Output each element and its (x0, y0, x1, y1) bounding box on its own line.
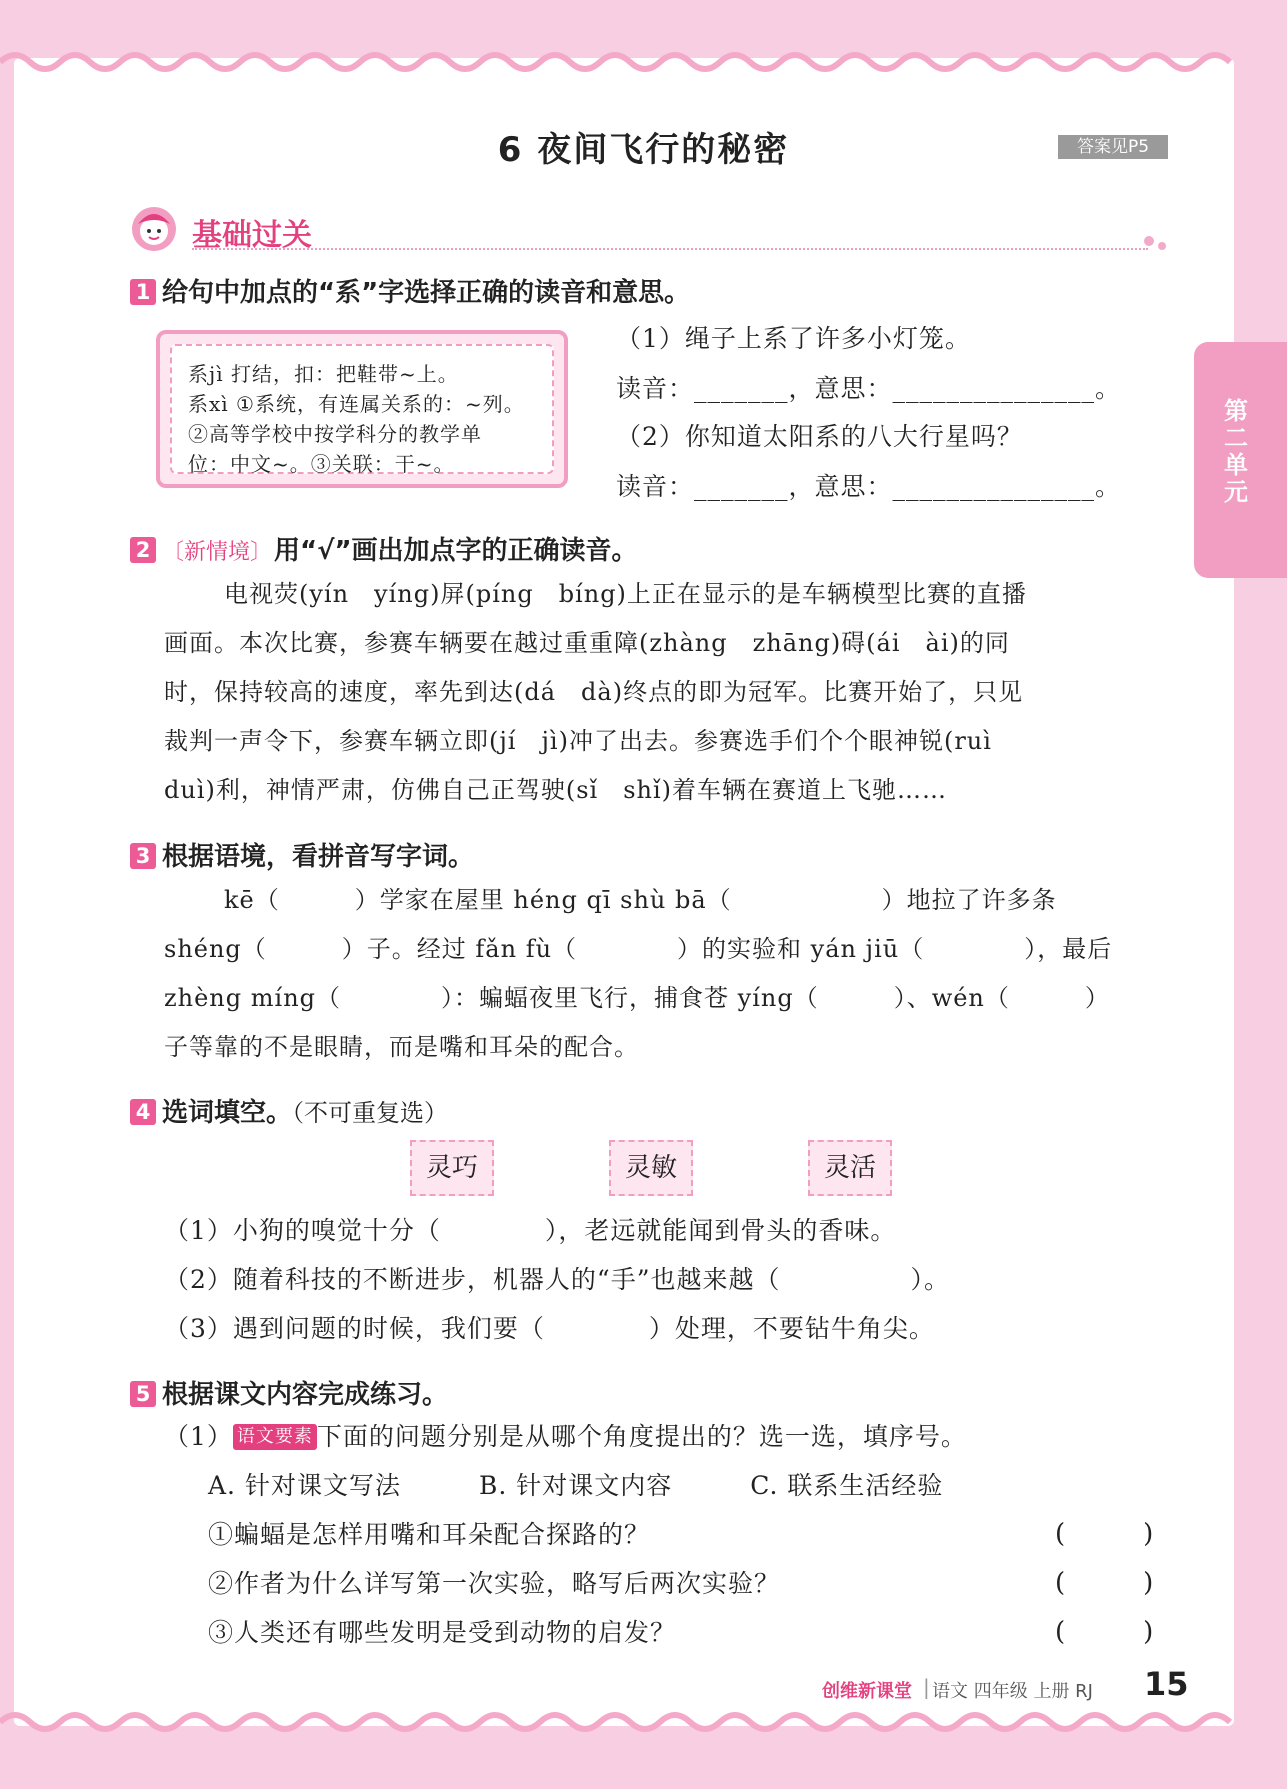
question-prompt: 根据课文内容完成练习。 (162, 1380, 449, 1410)
question-prompt: 根据语境，看拼音写字词。 (162, 842, 475, 872)
q4-item[interactable]: （2）随着科技的不断进步，机器人的“手”也越来越（ ）。 (164, 1265, 950, 1294)
dictionary-line: ②高等学校中按学科分的教学单 (188, 422, 482, 446)
question-4-heading (130, 1092, 448, 1129)
question-number: 3 (130, 843, 156, 869)
q1-sentence-1: （1）绳子上系了许多小灯笼。 (616, 324, 971, 353)
footer-book-info: 语文 四年级 上册 RJ (932, 1681, 1093, 1702)
question-number: 5 (130, 1381, 156, 1407)
q5-sub-prefix: （1） (164, 1422, 233, 1451)
q2-passage-line: 电视荧(yín yíng)屏(píng bíng)上正在显示的是车辆模型比赛的直播 (224, 580, 1027, 608)
q3-line[interactable]: shéng（ ）子。经过 fǎn fù（ ）的实验和 yán jiū（ ），最后 (164, 935, 1113, 963)
decor-dot (1144, 236, 1154, 246)
q5-sub-prompt: 下面的问题分别是从哪个角度提出的？选一选，填序号。 (316, 1422, 967, 1451)
q4-item[interactable]: （3）遇到问题的时候，我们要（ ）处理，不要钻牛角尖。 (164, 1314, 935, 1343)
word-choice-chip[interactable]: 灵活 (808, 1140, 892, 1196)
q3-line[interactable]: kē（ ）学家在屋里 héng qī shù bā（ ）地拉了许多条 (224, 886, 1057, 914)
q2-passage-line: 画面。本次比赛，参赛车辆要在越过重重障(zhàng zhāng)碍(ái ài)的同 (164, 629, 1010, 657)
question-1-heading (130, 272, 690, 309)
language-element-tag: 语文要素 (233, 1424, 317, 1450)
q5-answer-blank[interactable]: ( ) (1055, 1568, 1154, 1598)
question-3-heading (130, 836, 474, 873)
q5-options: A. 针对课文写法 B. 针对课文内容 C. 联系生活经验 (208, 1471, 944, 1500)
girl-mascot-icon (128, 204, 182, 254)
question-5-heading (130, 1374, 448, 1411)
dotted-divider (192, 248, 1148, 250)
dictionary-line: 系xì ①系统，有连属关系的：~列。 (188, 392, 525, 416)
question-prompt: 选词填空。 (162, 1098, 293, 1128)
q3-line[interactable]: zhèng míng（ ）：蝙蝠夜里飞行，捕食苍 yíng（ ）、wén（ ） (164, 984, 1110, 1012)
unit-side-tab (1194, 342, 1287, 578)
q1-answer-2[interactable]: 读音：_______，意思：_______________。 (616, 472, 1122, 501)
wavy-border-top (0, 40, 1287, 80)
question-2-heading (130, 530, 638, 567)
dictionary-line: 位：中文~。③关联：干~。 (188, 452, 455, 476)
section-label: 基础过关 (192, 218, 312, 253)
lesson-title: 6 夜间飞行的秘密 (497, 130, 790, 170)
q1-answer-1[interactable]: 读音：_______，意思：_______________。 (616, 374, 1122, 403)
question-number: 4 (130, 1099, 156, 1125)
q5-item: ①蝙蝠是怎样用嘴和耳朵配合探路的？ (208, 1520, 651, 1549)
q2-passage-line: 时，保持较高的速度，率先到达(dá dà)终点的即为冠军。比赛开始了，只见 (164, 678, 1024, 706)
question-prompt: 给句中加点的“系”字选择正确的读音和意思。 (162, 278, 691, 308)
question-prompt: 用“√”画出加点字的正确读音。 (274, 536, 638, 566)
page-number: 15 (1144, 1665, 1189, 1703)
word-choice-chip[interactable]: 灵敏 (609, 1140, 693, 1196)
q5-subquestion (164, 1412, 967, 1461)
q5-item: ③人类还有哪些发明是受到动物的启发？ (208, 1618, 677, 1647)
decor-dot (1158, 242, 1166, 250)
q1-sentence-2: （2）你知道太阳系的八大行星吗？ (616, 422, 1023, 451)
section-heading (128, 204, 1170, 254)
q4-item[interactable]: （1）小狗的嗅觉十分（ ），老远就能闻到骨头的香味。 (164, 1216, 897, 1245)
dictionary-box (156, 330, 568, 488)
unit-side-tab-label: 第二单元 (1224, 397, 1248, 506)
q5-item: ②作者为什么详写第一次实验，略写后两次实验？ (208, 1569, 781, 1598)
question-note: （不可重复选） (292, 1099, 449, 1127)
new-context-tag: 〔新情境〕 (162, 540, 273, 565)
q2-passage-line: duì)利，神情严肃，仿佛自己正驾驶(sǐ shǐ)着车辆在赛道上飞驰…… (164, 776, 948, 804)
dictionary-box-inner (170, 344, 554, 474)
question-number: 2 (130, 537, 156, 563)
q3-line: 子等靠的不是眼睛，而是嘴和耳朵的配合。 (164, 1033, 639, 1061)
footer-separator: | (923, 1675, 930, 1699)
q2-passage-line: 裁判一声令下，参赛车辆立即(jí jì)冲了出去。参赛选手们个个眼神锐(ruì (164, 727, 992, 755)
dictionary-line: 系jì 打结，扣：把鞋带~上。 (188, 362, 459, 386)
q5-answer-blank[interactable]: ( ) (1055, 1617, 1154, 1647)
question-number: 1 (130, 279, 156, 305)
footer-brand: 创维新课堂 (822, 1681, 912, 1702)
answer-reference-tag: 答案见P5 (1058, 135, 1168, 159)
wavy-border-bottom (0, 1708, 1287, 1748)
q5-answer-blank[interactable]: ( ) (1055, 1519, 1154, 1549)
word-choice-chip[interactable]: 灵巧 (410, 1140, 494, 1196)
